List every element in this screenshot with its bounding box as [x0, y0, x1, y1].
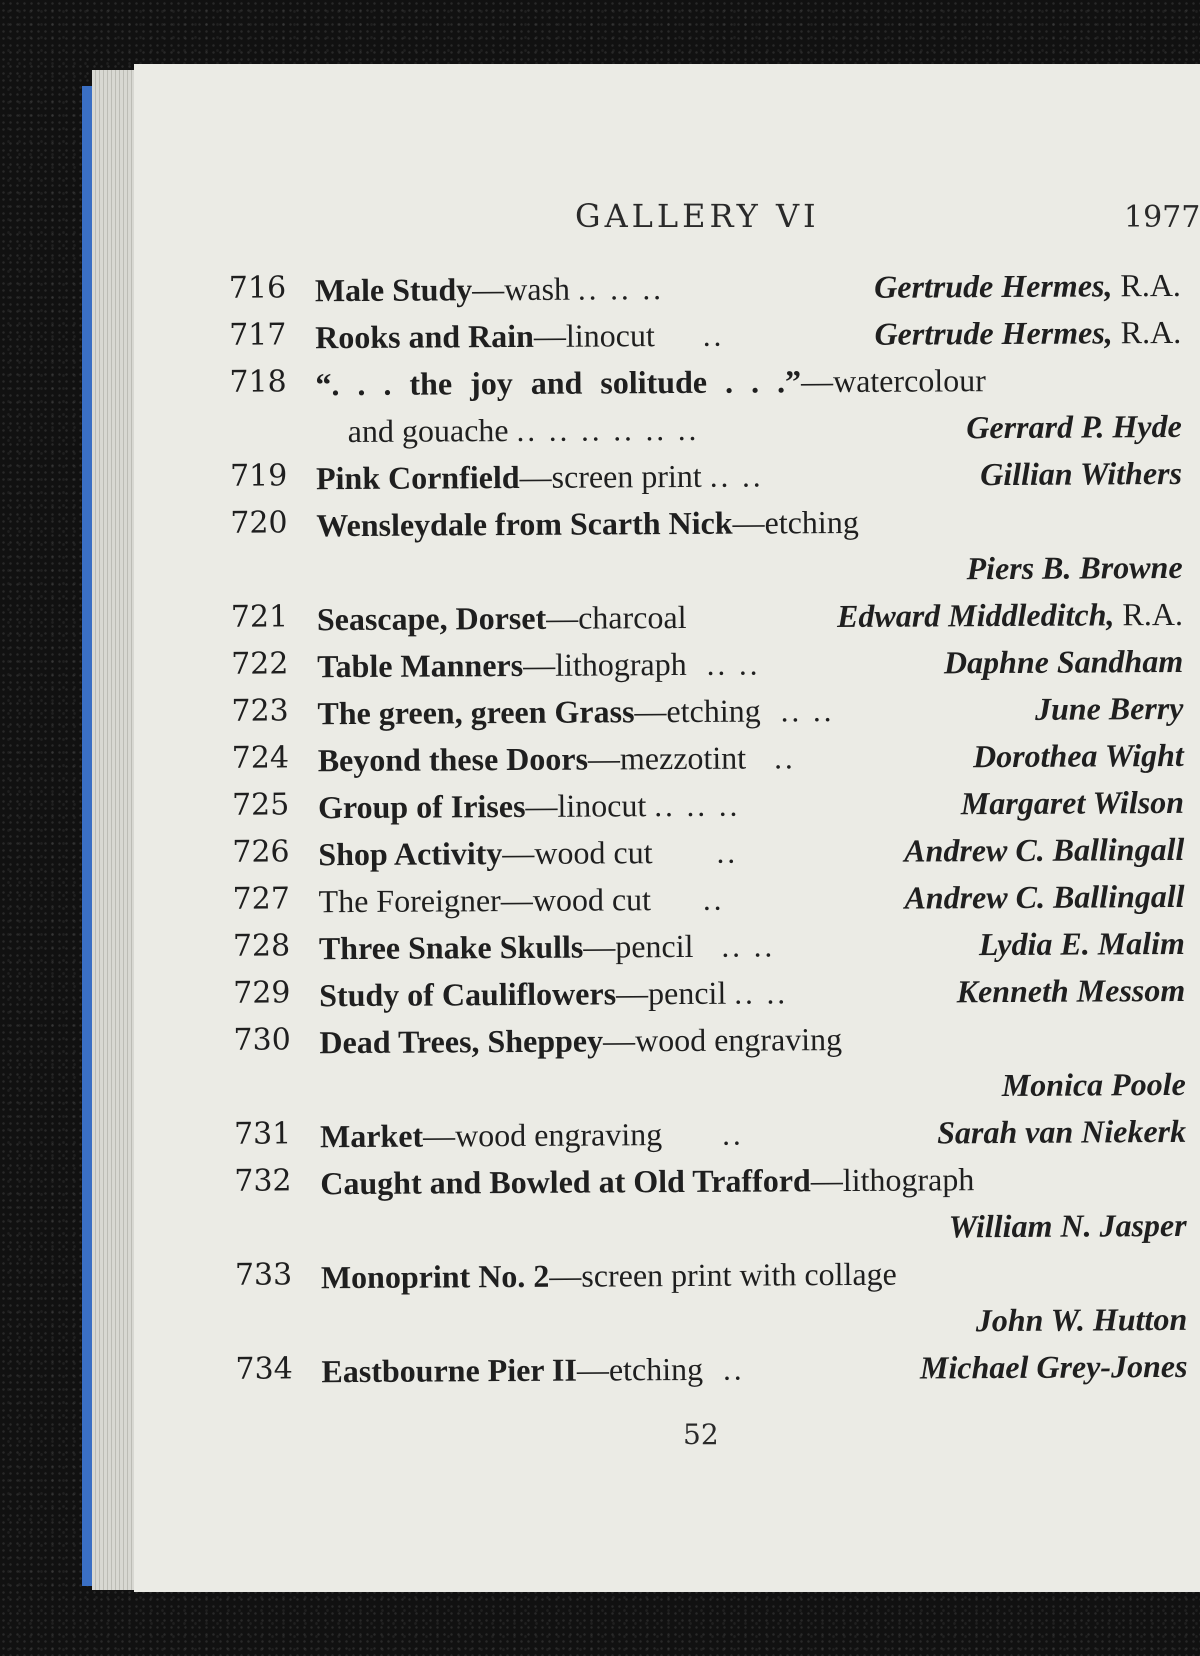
entry-title: Pink Cornfield: [315, 458, 520, 497]
entry-medium: —screen print: [519, 457, 702, 495]
leader-dots: .. ..: [706, 646, 761, 682]
entry-number: 718: [229, 364, 287, 400]
entry-medium: —linocut: [533, 317, 655, 354]
entry-title: Monoprint No. 2: [320, 1257, 550, 1296]
entry-title-line: [316, 453, 764, 500]
entry-artist: [837, 592, 1183, 638]
entry-title: Male Study: [314, 271, 473, 309]
entry-artist: Sarah van Niekerk: [937, 1112, 1187, 1151]
entry-title: Beyond these Doors: [317, 740, 589, 779]
entry-medium: —watercolour: [800, 362, 986, 400]
entry-title: Wensleydale from Scarth Nick: [316, 504, 733, 544]
entry-title: Shop Activity: [318, 835, 503, 873]
entry-artist: Monica Poole: [1001, 1065, 1186, 1104]
entry-title-line: [316, 500, 859, 547]
entry-number: 719: [229, 458, 288, 494]
entry-title: “. . . the joy and solitude . . .”: [315, 363, 802, 403]
entry-title-line: [318, 783, 741, 830]
entry-medium: —screen print with collage: [549, 1255, 897, 1294]
entry-title: Caught and Bowled at Old Trafford: [320, 1162, 811, 1202]
entry-title-line: [318, 830, 738, 877]
entry-artist: Andrew C. Ballingall: [904, 877, 1185, 916]
entry-title: Market: [319, 1117, 424, 1155]
entry-title-line: [320, 1112, 744, 1159]
leader-dots: ..: [702, 317, 725, 353]
entry-number: 720: [230, 505, 288, 541]
entry-number: 731: [233, 1116, 292, 1152]
entry-number: 716: [228, 270, 287, 306]
entry-medium: —wash: [472, 270, 571, 308]
entry-title: The green, green Grass: [317, 693, 635, 732]
entry-title-line: [315, 358, 986, 406]
leader-dots: .. .. ..: [654, 787, 741, 824]
entry-artist: John W. Hutton: [975, 1300, 1188, 1339]
entry-number: 727: [232, 881, 290, 917]
leader-dots: ..: [702, 881, 725, 917]
entry-medium: —linocut: [525, 787, 647, 824]
leader-dots: .. ..: [780, 693, 835, 729]
entry-title-line: [321, 1347, 744, 1394]
entry-artist: Michael Grey-Jones: [919, 1347, 1188, 1386]
entry-medium: —lithograph: [523, 645, 687, 683]
entry-medium: —wood engraving: [602, 1021, 843, 1059]
entry-title-line: [319, 1017, 842, 1064]
entry-medium: —pencil: [615, 974, 727, 1012]
entry-artist: [874, 263, 1181, 309]
entry-number: 726: [232, 834, 290, 870]
entry-medium: —mezzotint: [587, 739, 747, 777]
artist-suffix: R.A.: [1114, 595, 1183, 633]
entry-artist: Piers B. Browne: [966, 548, 1183, 587]
leader-dots: .. ..: [721, 928, 776, 964]
entry-artist: Margaret Wilson: [960, 783, 1185, 822]
page-number: 52: [683, 1418, 719, 1451]
entry-title-line: [317, 595, 687, 641]
entry-title: The Foreigner: [318, 882, 501, 920]
entry-medium: —etching: [732, 503, 859, 541]
entry-title: Three Snake Skulls: [318, 928, 584, 967]
artist-suffix: R.A.: [1112, 313, 1182, 351]
entry-artist: Andrew C. Ballingall: [904, 830, 1185, 869]
entry-number: 717: [229, 317, 287, 353]
entry-artist: Dorothea Wight: [972, 736, 1184, 775]
entry-title-line: [321, 1252, 897, 1300]
entry-number: 730: [233, 1022, 291, 1058]
entry-artist: Kenneth Messom: [956, 971, 1186, 1010]
entry-medium: —lithograph: [810, 1161, 975, 1199]
entry-title-line: [315, 266, 664, 312]
running-header-year: 1977: [1124, 200, 1200, 235]
entry-title-line: [318, 735, 796, 782]
entry-artist: Gerrard P. Hyde: [966, 407, 1182, 446]
entry-title: Seascape, Dorset: [316, 599, 547, 638]
entry-title-line: [315, 313, 724, 359]
leader-dots: .. .. .. .. .. ..: [516, 411, 700, 448]
entry-title: Rooks and Rain: [315, 317, 535, 356]
entry-medium: —charcoal: [546, 598, 687, 636]
entry-title: Study of Cauliflowers: [319, 975, 617, 1014]
entry-title: Eastbourne Pier II: [321, 1351, 578, 1390]
entry-number: 721: [230, 599, 289, 635]
entry-number: 724: [231, 740, 290, 776]
entry-title-line: [317, 642, 760, 689]
leader-dots: .. ..: [734, 975, 789, 1011]
entry-number: 722: [231, 646, 289, 682]
entry-title-line: [317, 688, 834, 735]
entry-title-line: [319, 923, 776, 970]
leader-dots: ..: [722, 1351, 745, 1387]
entry-artist: Daphne Sandham: [943, 642, 1184, 681]
entry-artist: June Berry: [1034, 689, 1184, 727]
leader-dots: ..: [774, 740, 796, 776]
entry-title-line: [318, 877, 724, 923]
entry-medium-continued: and gouache: [347, 412, 509, 450]
leader-dots: ..: [716, 834, 739, 870]
entry-number: 732: [234, 1163, 292, 1199]
entry-title: Dead Trees, Sheppey: [319, 1022, 604, 1061]
entry-title-line: [319, 970, 788, 1017]
leader-dots: .. ..: [709, 458, 764, 494]
entry-number: 729: [233, 975, 291, 1011]
entry-medium: —wood engraving: [422, 1116, 663, 1154]
entry-medium: —wood cut: [500, 881, 652, 919]
entry-number: 734: [235, 1351, 293, 1387]
artist-name: Gertrude Hermes,: [874, 267, 1113, 305]
artist-suffix: R.A.: [1112, 266, 1181, 304]
entry-number: 725: [231, 787, 290, 823]
entry-number: 728: [232, 928, 291, 964]
leader-dots: ..: [722, 1116, 744, 1152]
artist-name: Edward Middleditch,: [836, 596, 1115, 635]
entry-number: 733: [234, 1257, 293, 1293]
entry-title: Group of Irises: [317, 787, 526, 826]
entry-title: Table Manners: [317, 646, 524, 685]
entry-medium: —wood cut: [502, 834, 653, 872]
entry-artist: [874, 310, 1181, 356]
entry-number: 723: [231, 693, 289, 729]
entry-medium: —etching: [576, 1350, 704, 1388]
running-header-title: GALLERY VI: [575, 197, 820, 235]
artist-name: Gertrude Hermes,: [874, 314, 1113, 352]
entry-title-line: [320, 1157, 974, 1205]
entry-medium: —pencil: [583, 927, 694, 965]
entry-artist: William N. Jasper: [948, 1206, 1187, 1245]
entry-medium: —etching: [634, 692, 761, 730]
entry-artist: Lydia E. Malim: [978, 924, 1185, 963]
leader-dots: .. .. ..: [577, 271, 665, 307]
entry-continuation-line: [348, 407, 700, 453]
entry-artist: Gillian Withers: [980, 454, 1183, 493]
